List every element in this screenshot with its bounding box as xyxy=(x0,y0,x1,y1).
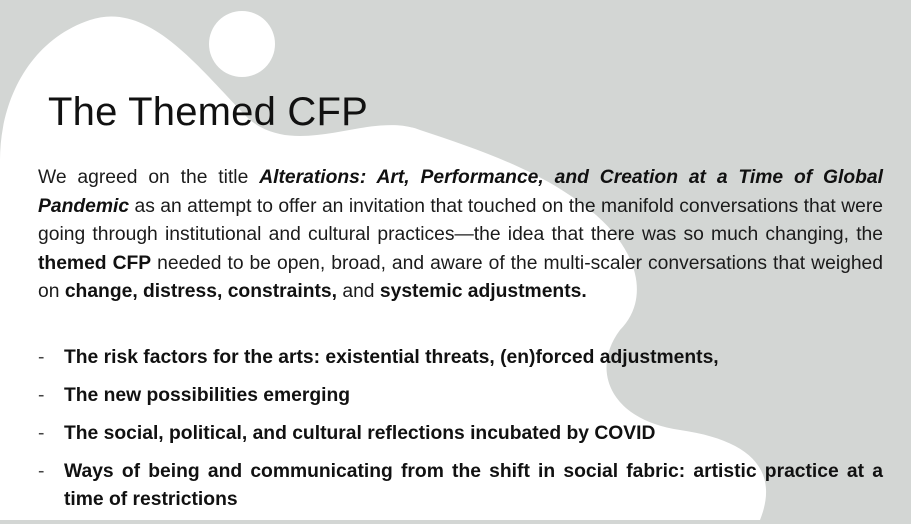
paragraph-text-1: We agreed on the title xyxy=(38,167,260,188)
paragraph-text-2: as an attempt to offer an invitation that touched on the manifold conversations that were going through institutional and cultural practices—the idea that there was so much changing, the xyxy=(38,195,883,246)
bullet-text: The risk factors for the arts: existential threats, (en)forced adjustments, xyxy=(64,347,719,368)
paragraph-text-4: and xyxy=(336,281,380,303)
bullet-dash: - xyxy=(38,385,45,406)
bullet-item xyxy=(38,420,883,448)
slide-title: The Themed CFP xyxy=(48,90,368,134)
bullet-dash: - xyxy=(38,423,45,444)
systemic-bold: systemic adjustments. xyxy=(379,281,587,303)
bullet-item xyxy=(38,458,883,514)
white-circle-top xyxy=(209,11,275,77)
paragraph-text-3: needed to be open, broad, and aware of the multi-scaler conversations that weighed on xyxy=(38,252,883,303)
bullet-text: The new possibilities emerging xyxy=(64,385,351,406)
bullet-dash: - xyxy=(38,347,45,368)
event-title-italic: Alterations: Art, Performance, and Creation at a Time of Global Pandemic xyxy=(38,167,883,217)
bullet-text: Ways of being and communicating from the shift in social fabric: artistic practice at a time of restrictions xyxy=(64,461,883,510)
bullet-list xyxy=(38,344,883,524)
bullet-item xyxy=(38,382,883,410)
bullet-dash: - xyxy=(38,461,45,482)
themed-cfp-bold: themed CFP xyxy=(38,252,152,274)
bullet-item xyxy=(38,344,883,372)
bullet-text: The social, political, and cultural reflections incubated by COVID xyxy=(64,423,656,444)
keywords-bold: change, distress, constraints, xyxy=(64,281,337,303)
intro-paragraph xyxy=(38,164,883,307)
